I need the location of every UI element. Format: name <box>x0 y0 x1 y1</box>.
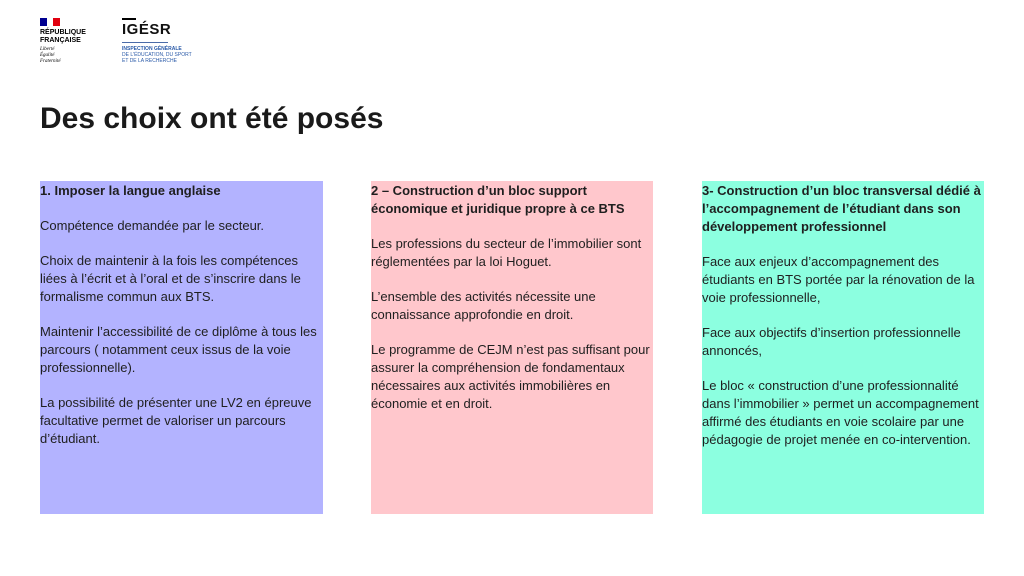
igesr-sub-line3: ET DE LA RECHERCHE <box>122 58 177 64</box>
card-3-paragraph: Face aux objectifs d’insertion professionnelle annoncés, <box>702 325 961 358</box>
rf-motto-fraternite: Fraternité <box>40 59 61 64</box>
card-2-paragraph: L’ensemble des activités nécessite une connaissance approfondie en droit. <box>371 289 596 322</box>
card-1-heading: 1. Imposer la langue anglaise <box>40 183 221 198</box>
rf-motto-liberte: Liberté <box>40 47 55 52</box>
card-3-heading: 3- Construction d’un bloc transversal dédié à l’accompagnement de l’étudiant dans son développement professionnel <box>702 183 981 234</box>
card-2-paragraph: Les professions du secteur de l’immobilier sont réglementées par la loi Hoguet. <box>371 236 642 269</box>
igesr-sub-line1: INSPECTION GÉNÉRALE <box>122 46 182 52</box>
rf-motto-egalite: Égalité <box>40 53 55 58</box>
rf-motto <box>40 47 100 65</box>
card-2-paragraph: Le programme de CEJM n’est pas suffisant pour assurer la compréhension de fondamentaux nécessaires aux activités immobilières en économie et en droit. <box>371 342 650 411</box>
page-title: Des choix ont été posés <box>40 102 384 135</box>
igesr-sub-line2: DE L'ÉDUCATION, DU SPORT <box>122 52 192 58</box>
card-langue-anglaise <box>40 181 323 514</box>
igesr-name: IGÉSR <box>122 21 172 38</box>
rf-title-line2: FRANÇAISE <box>40 37 81 44</box>
republique-francaise-logo <box>40 18 100 65</box>
card-bloc-economique-juridique <box>371 181 653 514</box>
card-1-paragraph: La possibilité de présenter une LV2 en épreuve facultative permet de valoriser un parcours d’étudiant. <box>40 395 312 446</box>
card-1-paragraph: Choix de maintenir à la fois les compétences liées à l’écrit et à l’oral et de s’inscrire dans le formalisme commun aux BTS. <box>40 253 301 304</box>
rf-title <box>40 29 100 45</box>
card-bloc-transversal <box>702 181 984 514</box>
card-1-paragraph: Compétence demandée par le secteur. <box>40 218 265 233</box>
rf-title-line1: RÉPUBLIQUE <box>40 29 86 36</box>
card-1-paragraph: Maintenir l’accessibilité de ce diplôme à tous les parcours ( notamment ceux issus de la voie professionnelle). <box>40 324 317 375</box>
card-2-heading: 2 – Construction d’un bloc support économique et juridique propre à ce BTS <box>371 183 625 216</box>
french-flag-icon <box>40 18 60 26</box>
card-3-paragraph: Le bloc « construction d’une professionnalité dans l’immobilier » permet un accompagnement affirmé des étudiants en voie scolaire par une pédagogie de projet menée en co-intervention. <box>702 378 979 447</box>
card-3-paragraph: Face aux enjeux d’accompagnement des étudiants en BTS portée par la rénovation de la voie professionnelle, <box>702 254 975 305</box>
igesr-bar <box>122 18 136 20</box>
igesr-rule <box>122 42 168 43</box>
igesr-logo <box>122 18 212 64</box>
